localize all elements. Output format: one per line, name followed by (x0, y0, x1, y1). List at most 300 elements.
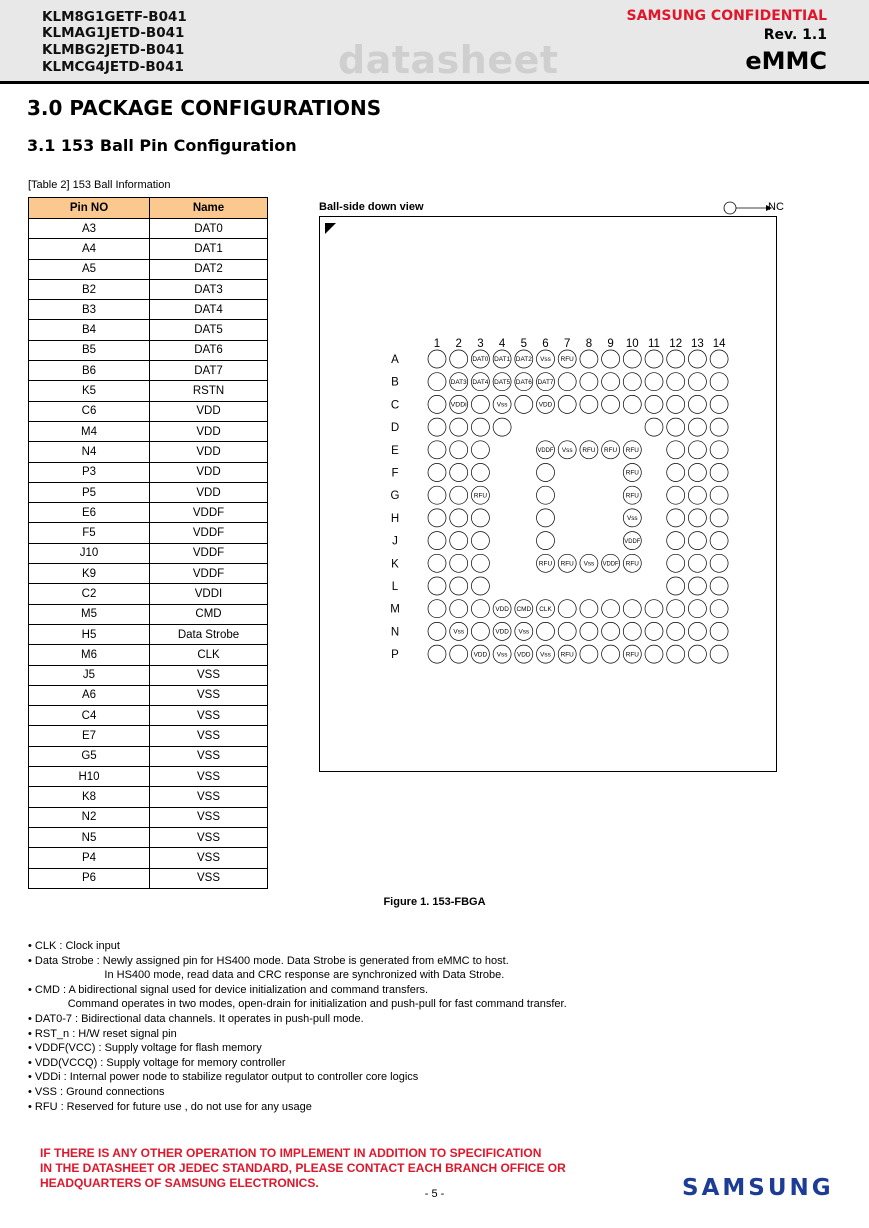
ball-a14 (710, 350, 728, 368)
table-row (29, 767, 268, 787)
ball-n9 (602, 622, 620, 640)
table-row (29, 807, 268, 827)
pin-no-cell: C6 (29, 401, 150, 421)
note-item: • DAT0-7 : Bidirectional data channels. It operates in push-pull mode. (28, 1012, 364, 1025)
ball-d3 (471, 418, 489, 436)
ball-label: RFU (625, 651, 639, 659)
pin-name-cell: VSS (150, 807, 268, 827)
ball-f10 (623, 464, 641, 482)
ball-e13 (688, 441, 706, 459)
table-row (29, 706, 268, 726)
ball-m6 (537, 600, 555, 618)
ball-label: RFU (625, 560, 639, 568)
ball-n4 (493, 622, 511, 640)
footer-warning-line: IF THERE IS ANY OTHER OPERATION TO IMPLEMENT IN ADDITION TO SPECIFICATION (40, 1146, 542, 1160)
row-label: C (390, 399, 400, 412)
ball-k8 (580, 554, 598, 572)
pin-no-cell: N5 (29, 827, 150, 847)
ball-label: VDD (495, 628, 509, 636)
ball-k10 (623, 554, 641, 572)
ball-e14 (710, 441, 728, 459)
pin-name-cell: DAT3 (150, 279, 268, 299)
ball-label: Vss (518, 628, 530, 636)
ball-label: DAT0 (472, 357, 490, 364)
table-row (29, 340, 268, 360)
ball-label: DAT6 (515, 379, 533, 386)
ball-h1 (428, 509, 446, 527)
page-header (0, 0, 869, 84)
ball-k3 (471, 554, 489, 572)
pin-name-cell: VDDF (150, 564, 268, 584)
pin-name-cell: Data Strobe (150, 624, 268, 644)
pin-no-cell: A6 (29, 685, 150, 705)
row-label: G (390, 490, 400, 503)
table-row (29, 787, 268, 807)
ball-l1 (428, 577, 446, 595)
ball-d4 (493, 418, 511, 436)
ball-label: Vss (540, 356, 551, 364)
pin-no-cell: H10 (29, 767, 150, 787)
table-caption: [Table 2] 153 Ball Information (28, 179, 171, 191)
ball-label: Vss (496, 651, 508, 659)
pin-no-cell: F5 (29, 523, 150, 543)
ball-e6 (537, 441, 555, 459)
table-row (29, 503, 268, 523)
ball-a12 (667, 350, 685, 368)
ball-label: Vss (561, 447, 573, 454)
pin-name-cell: VDDF (150, 503, 268, 523)
pin-name-cell: VSS (150, 767, 268, 787)
column-label: 8 (585, 338, 593, 350)
pin-no-cell: M4 (29, 421, 150, 441)
ball-j6 (537, 532, 555, 550)
pin-no-cell: C4 (29, 706, 150, 726)
ball-m1 (428, 600, 446, 618)
pin-name-cell: VSS (150, 665, 268, 685)
pin-name-cell: CMD (150, 604, 268, 624)
note-item: • CMD : A bidirectional signal used for device initialization and command transfers. (28, 983, 429, 996)
ball-c4 (493, 395, 511, 413)
ball-label: DAT4 (472, 379, 490, 386)
column-label: 11 (648, 338, 660, 350)
column-label: 7 (563, 338, 571, 350)
ball-p7 (558, 645, 576, 663)
ball-p1 (428, 645, 446, 663)
row-label: A (391, 354, 399, 366)
pin-no-cell: K9 (29, 564, 150, 584)
ball-m10 (623, 600, 641, 618)
part-number: KLMAG1JETD-B041 (42, 25, 185, 41)
ball-b4 (493, 373, 511, 391)
row-label: D (390, 422, 400, 435)
ball-a1 (428, 350, 446, 368)
ball-label: VDD (495, 605, 509, 613)
ball-c8 (580, 395, 598, 413)
pin-no-cell: A5 (29, 259, 150, 279)
footer-warning-line: IN THE DATASHEET OR JEDEC STANDARD, PLEASE CONTACT EACH BRANCH OFFICE OR (40, 1161, 566, 1175)
ball-m7 (558, 600, 576, 618)
ball-label: RFU (560, 651, 574, 659)
note-item: • RST_n : H/W reset signal pin (28, 1027, 177, 1040)
ball-b14 (710, 373, 728, 391)
table-row (29, 868, 268, 888)
section-title: 3.0 PACKAGE CONFIGURATIONS (27, 96, 382, 120)
ball-label: DAT5 (494, 379, 511, 386)
pin-no-cell: P4 (29, 848, 150, 868)
column-label: 13 (691, 338, 704, 350)
table-header-row (29, 198, 268, 219)
ball-l13 (688, 577, 706, 595)
ball-grid (319, 216, 777, 772)
pin-no-cell: J5 (29, 665, 150, 685)
ball-e3 (471, 441, 489, 459)
table-row (29, 564, 268, 584)
ball-g14 (710, 486, 728, 504)
pin-name-cell: VDD (150, 482, 268, 502)
ball-p5 (515, 645, 533, 663)
table-row (29, 746, 268, 766)
pin-no-cell: G5 (29, 746, 150, 766)
ball-label: RFU (625, 469, 639, 477)
ball-label: VDD (473, 651, 488, 659)
ball-h13 (688, 509, 706, 527)
ball-d2 (450, 418, 468, 436)
ball-info-table (28, 197, 268, 889)
ball-m3 (471, 600, 489, 618)
ball-j3 (471, 532, 489, 550)
pin-name-cell: VSS (150, 746, 268, 766)
ball-k2 (450, 554, 468, 572)
ball-a3 (471, 350, 489, 368)
pin-name-cell: DAT0 (150, 219, 268, 239)
ball-a10 (623, 350, 641, 368)
ball-j10 (623, 532, 641, 550)
ball-e12 (667, 441, 685, 459)
ball-c10 (623, 395, 641, 413)
ball-label: Vss (583, 560, 595, 568)
figure-caption: Figure 1. 153-FBGA (383, 896, 486, 908)
ball-l2 (450, 577, 468, 595)
pin-no-cell: C2 (29, 584, 150, 604)
header-name: Name (150, 198, 268, 219)
ball-label: DAT2 (515, 357, 533, 364)
ball-b1 (428, 373, 446, 391)
ball-f1 (428, 464, 446, 482)
watermark: datasheet (338, 38, 559, 82)
diagram-title: Ball-side down view (319, 201, 424, 213)
row-label: J (392, 535, 398, 548)
ball-c5 (515, 395, 533, 413)
ball-b12 (667, 373, 685, 391)
pin-name-cell: VSS (150, 868, 268, 888)
ball-d11 (645, 418, 663, 436)
ball-p12 (667, 645, 685, 663)
ball-k13 (688, 554, 706, 572)
table-row (29, 624, 268, 644)
ball-n8 (580, 622, 598, 640)
ball-p3 (471, 645, 489, 663)
ball-c7 (558, 395, 576, 413)
ball-p11 (645, 645, 663, 663)
samsung-logo: SAMSUNG (682, 1175, 834, 1201)
ball-label: VDD (538, 401, 553, 409)
pin-no-cell: B3 (29, 300, 150, 320)
ball-a9 (602, 350, 620, 368)
row-label: M (390, 603, 400, 616)
footer-warning (40, 1146, 566, 1191)
pin-name-cell: VSS (150, 706, 268, 726)
ball-p6 (537, 645, 555, 663)
ball-label: CLK (539, 605, 552, 613)
ball-n10 (623, 622, 641, 640)
ball-g10 (623, 486, 641, 504)
ball-label: RFU (560, 356, 574, 364)
pin-no-cell: J10 (29, 543, 150, 563)
ball-c9 (602, 395, 620, 413)
ball-p13 (688, 645, 706, 663)
ball-label: Vss (496, 401, 508, 409)
ball-label: RFU (538, 560, 553, 568)
ball-e10 (623, 441, 641, 459)
ball-l3 (471, 577, 489, 595)
ball-b2 (450, 373, 468, 391)
note-item: • VDDi : Internal power node to stabilize regulator output to controller core logics (28, 1071, 419, 1084)
pin-no-cell: A4 (29, 239, 150, 259)
ball-p4 (493, 645, 511, 663)
ball-label: VDD (517, 651, 531, 659)
note-item: • CLK : Clock input (28, 940, 120, 952)
ball-a2 (450, 350, 468, 368)
ball-n14 (710, 622, 728, 640)
pin-no-cell: B2 (29, 279, 150, 299)
ball-k7 (558, 554, 576, 572)
ball-l14 (710, 577, 728, 595)
ball-g1 (428, 486, 446, 504)
pin-name-cell: RSTN (150, 381, 268, 401)
table-row (29, 827, 268, 847)
pin-name-cell: DAT5 (150, 320, 268, 340)
table-row (29, 239, 268, 259)
footer-warning-line: HEADQUARTERS OF SAMSUNG ELECTRONICS. (40, 1176, 319, 1190)
ball-label: Vss (626, 515, 638, 523)
ball-b6 (537, 373, 555, 391)
ball-h3 (471, 509, 489, 527)
pin-no-cell: P3 (29, 462, 150, 482)
pin-no-cell: E6 (29, 503, 150, 523)
ball-a11 (645, 350, 663, 368)
page-number: - 5 - (424, 1188, 445, 1200)
ball-n3 (471, 622, 489, 640)
table-row (29, 279, 268, 299)
ball-k12 (667, 554, 685, 572)
ball-d14 (710, 418, 728, 436)
ball-n13 (688, 622, 706, 640)
note-item: • Data Strobe : Newly assigned pin for HS400 mode. Data Strobe is generated from eMMC to host. (28, 954, 509, 967)
part-number: KLM8G1GETF-B041 (42, 9, 187, 25)
pin-name-cell: VSS (150, 726, 268, 746)
row-label: F (391, 467, 399, 480)
table-row (29, 543, 268, 563)
column-label: 6 (542, 338, 549, 350)
column-label: 1 (433, 338, 441, 350)
ball-a7 (558, 350, 576, 368)
ball-g13 (688, 486, 706, 504)
table-row (29, 665, 268, 685)
pin-no-cell: N2 (29, 807, 150, 827)
pin-name-cell: VDD (150, 462, 268, 482)
ball-g12 (667, 486, 685, 504)
ball-label: RFU (473, 492, 487, 500)
ball-b7 (558, 373, 576, 391)
pin-name-cell: VSS (150, 827, 268, 847)
ball-b9 (602, 373, 620, 391)
pin-no-cell: M6 (29, 645, 150, 665)
ball-e9 (602, 441, 620, 459)
part-number: KLMCG4JETD-B041 (42, 59, 184, 75)
ball-m4 (493, 600, 511, 618)
ball-h2 (450, 509, 468, 527)
ball-n11 (645, 622, 663, 640)
ball-m5 (515, 600, 533, 618)
part-number: KLMBG2JETD-B041 (42, 42, 185, 58)
ball-n1 (428, 622, 446, 640)
ball-p10 (623, 645, 641, 663)
column-label: 2 (455, 338, 462, 350)
ball-f14 (710, 464, 728, 482)
pin-no-cell: N4 (29, 442, 150, 462)
ball-n2 (450, 622, 468, 640)
ball-a6 (537, 350, 555, 368)
column-label: 14 (712, 338, 726, 350)
pin-name-cell: VSS (150, 787, 268, 807)
ball-label: Vss (453, 628, 465, 636)
ball-g6 (537, 486, 555, 504)
ball-k6 (537, 554, 555, 572)
table-row (29, 604, 268, 624)
ball-d13 (688, 418, 706, 436)
ball-label: RFU (625, 492, 639, 500)
ball-c3 (471, 395, 489, 413)
table-row (29, 584, 268, 604)
ball-b13 (688, 373, 706, 391)
ball-c14 (710, 395, 728, 413)
ball-b3 (471, 373, 489, 391)
pin-no-cell: B6 (29, 361, 150, 381)
ball-label: VDDF (602, 561, 619, 568)
ball-p2 (450, 645, 468, 663)
ball-n12 (667, 622, 685, 640)
pin-no-cell: B5 (29, 340, 150, 360)
ball-c6 (537, 395, 555, 413)
ball-p9 (602, 645, 620, 663)
table-row (29, 361, 268, 381)
ball-e8 (580, 441, 598, 459)
ball-m2 (450, 600, 468, 618)
note-item: In HS400 mode, read data and CRC response are synchronized with Data Strobe. (28, 969, 505, 982)
column-label: 10 (625, 338, 639, 350)
table-row (29, 462, 268, 482)
note-item: • VDDF(VCC) : Supply voltage for flash memory (28, 1042, 262, 1055)
note-item: • RFU : Reserved for future use , do not use for any usage (28, 1100, 312, 1113)
table-row (29, 645, 268, 665)
ball-m14 (710, 600, 728, 618)
ball-label: RFU (625, 447, 639, 454)
table-row (29, 320, 268, 340)
table-row (29, 848, 268, 868)
ball-a5 (515, 350, 533, 368)
ball-m11 (645, 600, 663, 618)
confidential-label: SAMSUNG CONFIDENTIAL (626, 8, 827, 24)
ball-label: DAT7 (537, 379, 555, 386)
column-label: 5 (520, 338, 528, 350)
ball-j12 (667, 532, 685, 550)
ball-j13 (688, 532, 706, 550)
row-label: N (390, 626, 400, 639)
pin-name-cell: DAT4 (150, 300, 268, 320)
pin-no-cell: H5 (29, 624, 150, 644)
ball-a8 (580, 350, 598, 368)
pin-name-cell: VDD (150, 401, 268, 421)
ball-h14 (710, 509, 728, 527)
ball-b11 (645, 373, 663, 391)
ball-f13 (688, 464, 706, 482)
ball-c12 (667, 395, 685, 413)
table-row (29, 259, 268, 279)
ball-label: DAT1 (494, 357, 511, 364)
subsection-title: 3.1 153 Ball Pin Configuration (27, 136, 297, 155)
ball-c13 (688, 395, 706, 413)
pin-no-cell: K8 (29, 787, 150, 807)
ball-e2 (450, 441, 468, 459)
ball-a13 (688, 350, 706, 368)
row-label: L (391, 581, 399, 593)
note-item: Command operates in two modes, open-drain for initialization and push-pull for fast command transfer. (28, 998, 567, 1011)
ball-label: VDDi (450, 402, 467, 409)
ball-label: CMD (516, 605, 532, 613)
ball-k9 (602, 554, 620, 572)
row-label: E (391, 444, 399, 457)
ball-f12 (667, 464, 685, 482)
table-row (29, 300, 268, 320)
ball-f3 (471, 464, 489, 482)
row-label: P (391, 649, 399, 662)
ball-c1 (428, 395, 446, 413)
pin-name-cell: VDDI (150, 584, 268, 604)
ball-d12 (667, 418, 685, 436)
pin-name-cell: VSS (150, 848, 268, 868)
ball-label: VDDF (537, 448, 554, 454)
pin-name-cell: DAT1 (150, 239, 268, 259)
pin-name-cell: VDD (150, 442, 268, 462)
ball-n6 (537, 622, 555, 640)
ball-j2 (450, 532, 468, 550)
ball-k1 (428, 554, 446, 572)
ball-k14 (710, 554, 728, 572)
table-row (29, 219, 268, 239)
pin-name-cell: DAT6 (150, 340, 268, 360)
ball-j14 (710, 532, 728, 550)
ball-h6 (537, 509, 555, 527)
table-body (29, 219, 268, 889)
table-row (29, 381, 268, 401)
ball-m12 (667, 600, 685, 618)
pin-no-cell: P6 (29, 868, 150, 888)
table-row (29, 401, 268, 421)
ball-a4 (493, 350, 511, 368)
row-label: K (391, 558, 399, 571)
ball-h10 (623, 509, 641, 527)
ball-b10 (623, 373, 641, 391)
